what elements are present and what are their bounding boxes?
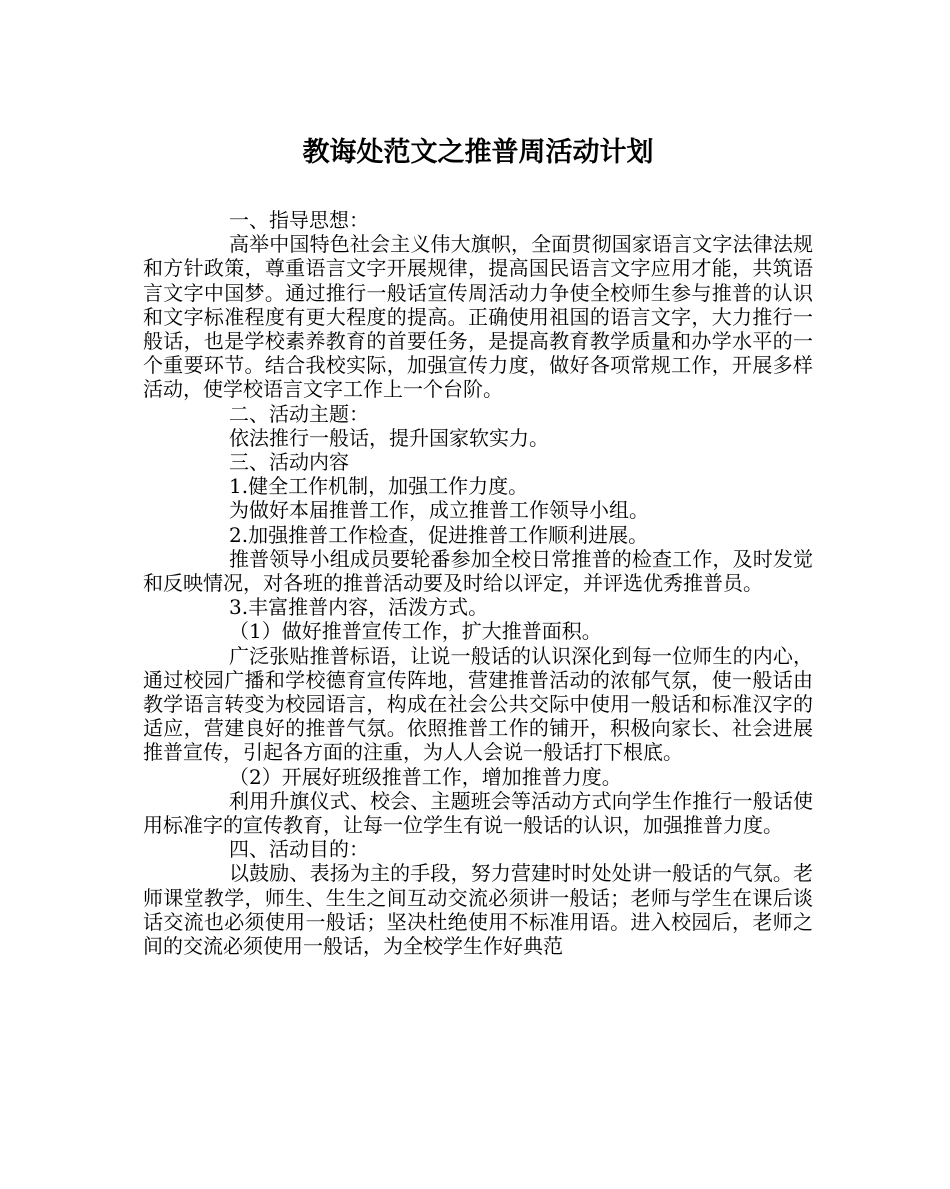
item-1-text: 为做好本届推普工作，成立推普工作领导小组。: [229, 498, 649, 523]
item-2-text: 推普领导小组成员要轮番参加全校日常推普的检查工作，及时发觉和反映情况，对各班的推普活动要及时给以评定，并评选优秀推普员。: [143, 546, 813, 596]
item-3-heading: 3.丰富推普内容，活泼方式。: [229, 595, 489, 620]
subitem-1-heading: （1）做好推普宣传工作，扩大推普面积。: [229, 619, 602, 644]
paragraph-activity-purpose: 以鼓励、表扬为主的手段，努力营建时时处处讲一般话的气氛。老师课堂教学，师生、生生之间互动交流必须讲一般话；老师与学生在课后谈话交流也必须使用一般话；坚决杜绝使用不标准用语。进入校园后，老师之间的交流必须使用一般话，为全校学生作好典范: [143, 861, 813, 959]
subitem-2-heading: （2）开展好班级推普工作，增加推普力度。: [229, 764, 622, 789]
subitem-1-text: 广泛张贴推普标语，让说一般话的认识深化到每一位师生的内心，通过校园广播和学校德育宣传阵地，营建推普活动的浓郁气氛，使一般话由教学语言转变为校园语言，构成在社会公共交际中使用一般话和标准汉字的适应，营建良好的推普气氛。依照推普工作的铺开，积极向家长、社会进展推普宣传，引起各方面的注重，为人人会说一般话打下根底。: [143, 643, 813, 765]
heading-guiding-ideology: 一、指导思想：: [229, 208, 369, 232]
heading-activity-purpose: 四、活动目的：: [229, 837, 369, 862]
document-text: [143, 208, 813, 958]
item-2-heading: 2.加强推普工作检查，促进推普工作顺利进展。: [229, 522, 649, 547]
heading-activity-content: 三、活动内容: [229, 450, 349, 475]
heading-activity-theme: 二、活动主题：: [229, 401, 369, 426]
document-title: 教诲处范文之推普周活动计划: [302, 137, 654, 168]
subitem-2-text: 利用升旗仪式、校会、主题班会等活动方式向学生作推行一般话使用标准字的宣传教育，让每一位学生有说一般话的认识，加强推普力度。: [143, 788, 813, 838]
paragraph-guiding-ideology: 高举中国特色社会主义伟大旗帜，全面贯彻国家语言文字法律法规和方针政策，尊重语言文字开展规律，提高国民语言文字应用才能，共筑语言文字中国梦。通过推行一般话宣传周活动力争使全校师生参与推普的认识和文字标准程度有更大程度的提高。正确使用祖国的语言文字，大力推行一般话，也是学校素养教育的首要任务，是提高教育教学质量和办学水平的一个重要环节。结合我校实际，加强宣传力度，做好各项常规工作，开展多样活动，使学校语言文字工作上一个台阶。: [143, 232, 813, 402]
paragraph-activity-theme: 依法推行一般话，提升国家软实力。: [229, 425, 549, 450]
item-1-heading: 1.健全工作机制，加强工作力度。: [229, 474, 529, 499]
